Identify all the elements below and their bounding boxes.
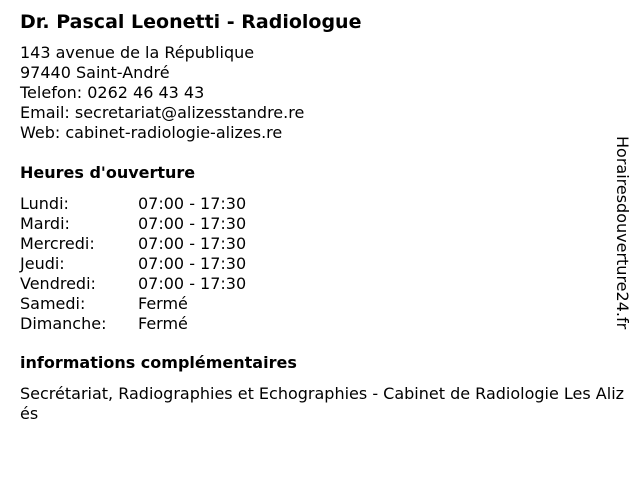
hours-row-thursday [20,254,246,274]
time-value: 07:00 - 17:30 [138,254,247,273]
opening-hours-heading: Heures d'ouverture [20,163,196,182]
time-value: Fermé [138,294,188,313]
time-value: 07:00 - 17:30 [138,194,247,213]
day-label: Jeudi: [20,254,65,273]
day-label: Mercredi: [20,234,95,253]
site-watermark: Horairesdouverture24.fr [613,136,632,330]
city-address: 97440 Saint-André [20,63,170,82]
hours-row-saturday [20,294,246,314]
time-value: 07:00 - 17:30 [138,274,247,293]
website-address: Web: cabinet-radiologie-alizes.re [20,123,283,142]
opening-hours-table [20,194,246,334]
day-label: Lundi: [20,194,69,213]
additional-info-heading: informations complémentaires [20,353,297,372]
time-value: 07:00 - 17:30 [138,234,247,253]
phone-number: Telefon: 0262 46 43 43 [20,83,205,102]
hours-row-tuesday [20,214,246,234]
day-label: Mardi: [20,214,70,233]
additional-info-text: Secrétariat, Radiographies et Echographies - Cabinet de Radiologie Les Alizés [20,384,625,423]
address-block [20,43,304,143]
hours-row-wednesday [20,234,246,254]
day-label: Dimanche: [20,314,107,333]
email-address: Email: secretariat@alizesstandre.re [20,103,305,122]
hours-row-sunday [20,314,246,334]
street-address: 143 avenue de la République [20,43,255,62]
hours-row-friday [20,274,246,294]
time-value: Fermé [138,314,188,333]
time-value: 07:00 - 17:30 [138,214,247,233]
day-label: Vendredi: [20,274,96,293]
day-label: Samedi: [20,294,86,313]
hours-row-monday [20,194,246,214]
page-title: Dr. Pascal Leonetti - Radiologue [20,11,362,33]
